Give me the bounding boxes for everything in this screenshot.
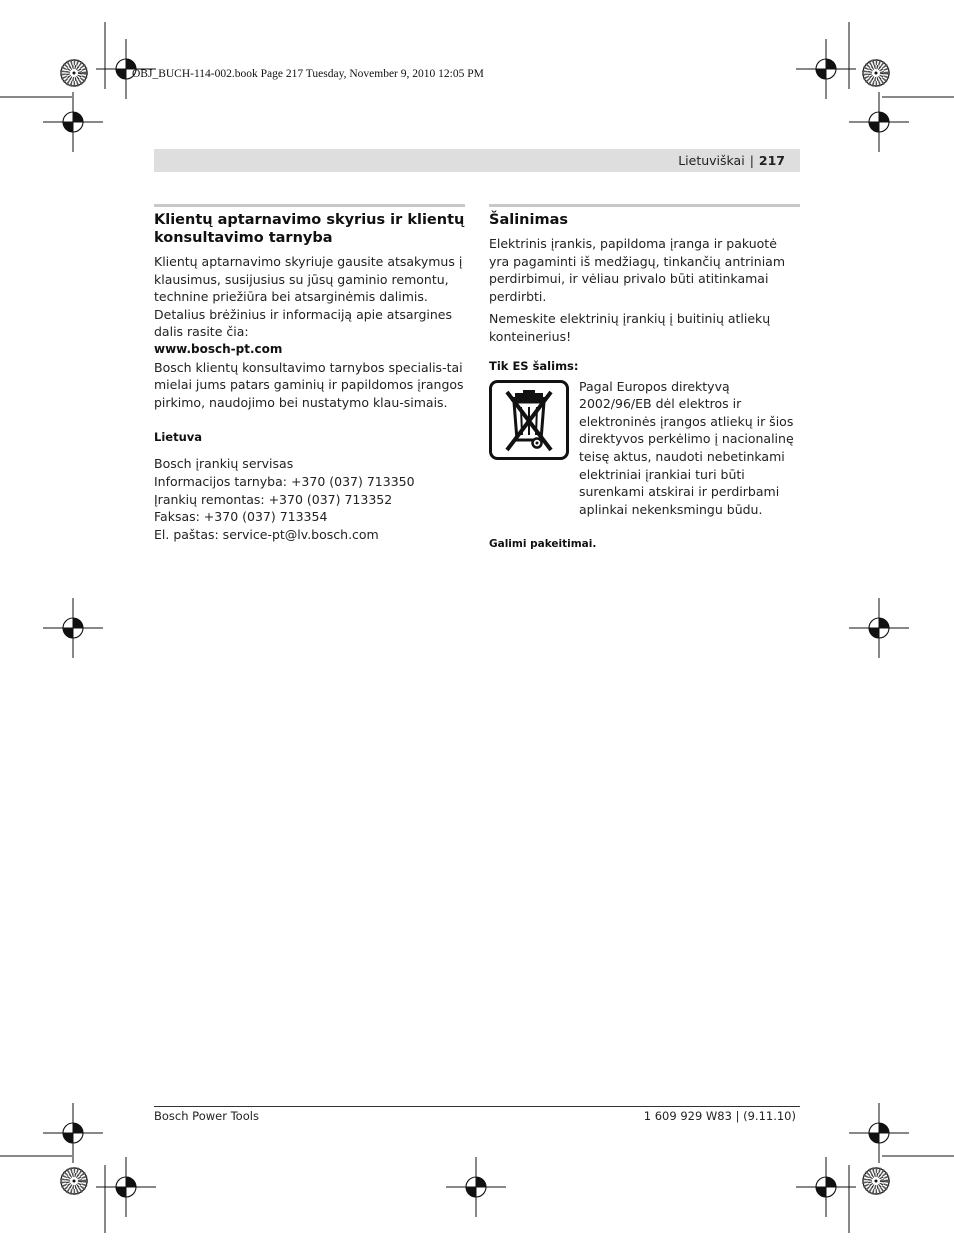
contact-line: Informacijos tarnyba: +370 (037) 713350 [154,473,415,489]
crossed-out-wheelie-bin-icon [489,380,569,460]
eu-countries-heading: Tik ES šalims: [489,358,579,373]
subject-to-change-note: Galimi pakeitimai. [489,538,597,551]
footer-brand: Bosch Power Tools [154,1109,259,1123]
contact-line: Faksas: +370 (037) 713354 [154,509,328,525]
customer-service-intro: Klientų aptarnavimo skyriuje gausite atsakymus į klausimus, susijusius su jūsų gaminio remontu, technine priežiūra bei atsarginėmis dalimis. Detalius brėžinius ir informaciją apie atsargines dalis rasite čia: [154,254,463,340]
contact-line: Bosch įrankių servisas [154,456,294,472]
disposal-heading: Šalinimas [489,212,568,228]
country-heading: Lietuva [154,430,203,445]
contact-block [154,455,465,543]
contact-email: El. paštas: service-pt@lv.bosch.com [154,526,379,542]
footer-document-number: 1 609 929 W83 | (9.11.10) [643,1109,796,1123]
disposal-paragraph: Elektrinis įrankis, papildoma įranga ir pakuotė yra pagaminti iš medžiagų, tinkančių antriniam perdirbimui, ir vėliau privalo būti atitinkamai perdirbti. [489,236,786,304]
column-rule [489,204,800,207]
footer-rule [154,1106,800,1107]
print-header: OBJ_BUCH-114-002.book Page 217 Tuesday, November 9, 2010 12:05 PM [132,68,484,80]
running-head-text [678,153,785,168]
running-head-separator: | [749,153,754,168]
running-head [154,149,800,172]
left-column [154,204,465,543]
bosch-website-link[interactable]: www.bosch-pt.com [154,341,283,356]
contact-line: Įrankių remontas: +370 (037) 713352 [154,491,393,507]
customer-service-heading: Klientų aptarnavimo skyrius ir klientų konsultavimo tarnyba [154,212,465,246]
disposal-warning: Nemeskite elektrinių įrankių į buitinių atliekų konteinerius! [489,311,771,344]
running-head-language: Lietuviškai [678,153,745,168]
page-number: 217 [758,153,785,168]
right-column [489,204,800,550]
eu-directive-text: Pagal Europos direktyvą 2002/96/EB dėl elektros ir elektroninės įrangos atliekų ir šios direktyvos perkėlimo į nacionalinę teisę aktus, naudoti nebetinkami elektriniai įrankiai turi būti surenkami atskirai ir perdirbami aplinkai nekenksmingu būdu. [579,378,794,517]
column-rule [154,204,465,207]
weee-block [489,378,800,519]
consultation-paragraph: Bosch klientų konsultavimo tarnybos specialis-tai mielai jums patars gaminių ir papildomos įrangos pirkimo, naudojimo bei nustatymo klau-simais. [154,359,464,410]
